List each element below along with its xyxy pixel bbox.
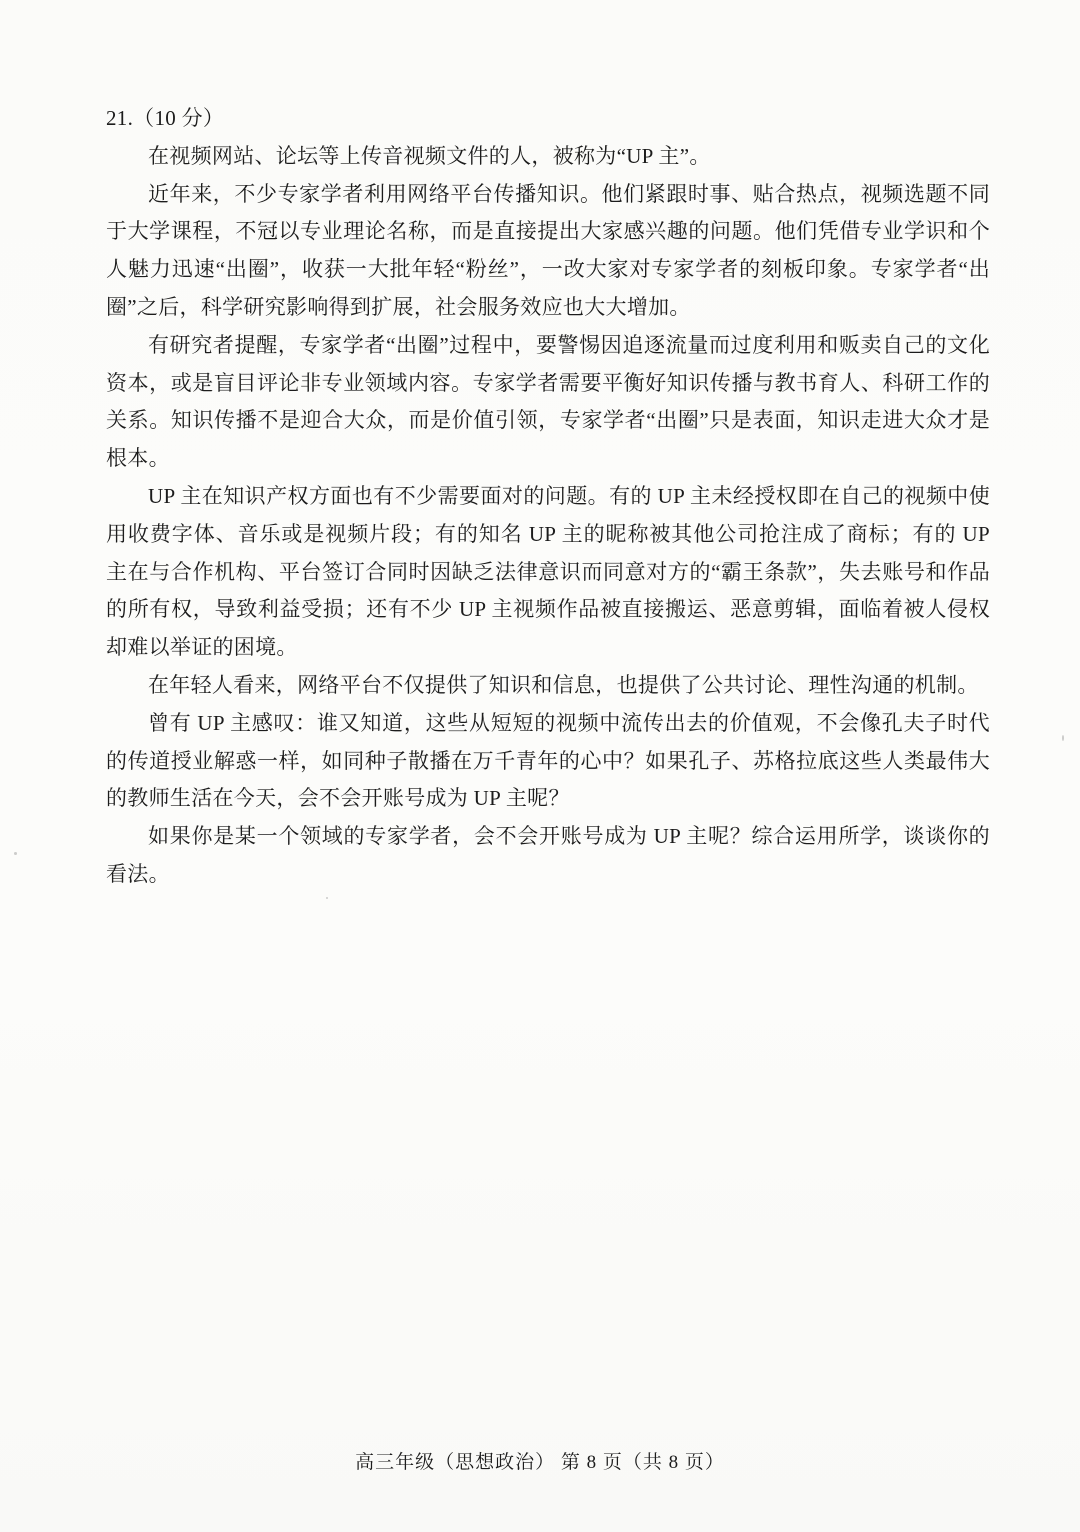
question-number: 21.（10 分） (106, 106, 225, 130)
paragraph-experts-chuquan: 近年来，不少专家学者利用网络平台传播知识。他们紧跟时事、贴合热点，视频选题不同于大学课程，不冠以专业理论名称，而是直接提出大家感兴趣的问题。他们凭借专业学识和个人魅力迅速“出圈”，收获一大批年轻“粉丝”，一改大家对专家学者的刻板印象。专家学者“出圈”之后，科学研究影响得到扩展，社会服务效应也大大增加。 (106, 181, 990, 319)
paragraph-upzhu-sigh: 曾有 UP 主感叹：谁又知道，这些从短短的视频中流传出去的价值观，不会像孔夫子时代的传道授业解惑一样，如同种子散播在万千青年的心中？如果孔子、苏格拉底这些人类最伟大的教师生活在今天，会不会开账号成为 UP 主呢？ (106, 710, 990, 811)
paragraph-question-prompt: 如果你是某一个领域的专家学者，会不会开账号成为 UP 主呢？综合运用所学，谈谈你的看法。 (106, 824, 990, 886)
scan-speck (1062, 735, 1064, 741)
paragraph-young-people-view: 在年轻人看来，网络平台不仅提供了知识和信息，也提供了公共讨论、理性沟通的机制。 (148, 672, 979, 697)
paragraph-researcher-warning: 有研究者提醒，专家学者“出圈”过程中，要警惕因追逐流量而过度利用和贩卖自己的文化资本，或是盲目评论非专业领域内容。专家学者需要平衡好知识传播与教书育人、科研工作的关系。知识传播不是迎合大众，而是价值引领，专家学者“出圈”只是表面，知识走进大众才是根本。 (106, 332, 990, 471)
question-block (106, 100, 990, 894)
page-footer: 高三年级（思想政治） 第 8 页（共 8 页） (355, 1452, 725, 1473)
paragraph-ip-issues: UP 主在知识产权方面也有不少需要面对的问题。有的 UP 主未经授权即在自己的视频中使用收费字体、音乐或是视频片段；有的知名 UP 主的昵称被其他公司抢注成了商标；有的 UP 主在与合作机构、平台签订合同时因缺乏法律意识而同意对方的“霸王条款”，失去账号和作品的所有权，导致利益受损；还有不少 UP 主视频作品被直接搬运、恶意剪辑，面临着被人侵权却难以举证的困境。 (106, 483, 990, 660)
scan-speck (14, 852, 17, 855)
scan-speck (326, 897, 328, 899)
paragraph-intro: 在视频网站、论坛等上传音视频文件的人，被称为“UP 主”。 (148, 143, 711, 168)
